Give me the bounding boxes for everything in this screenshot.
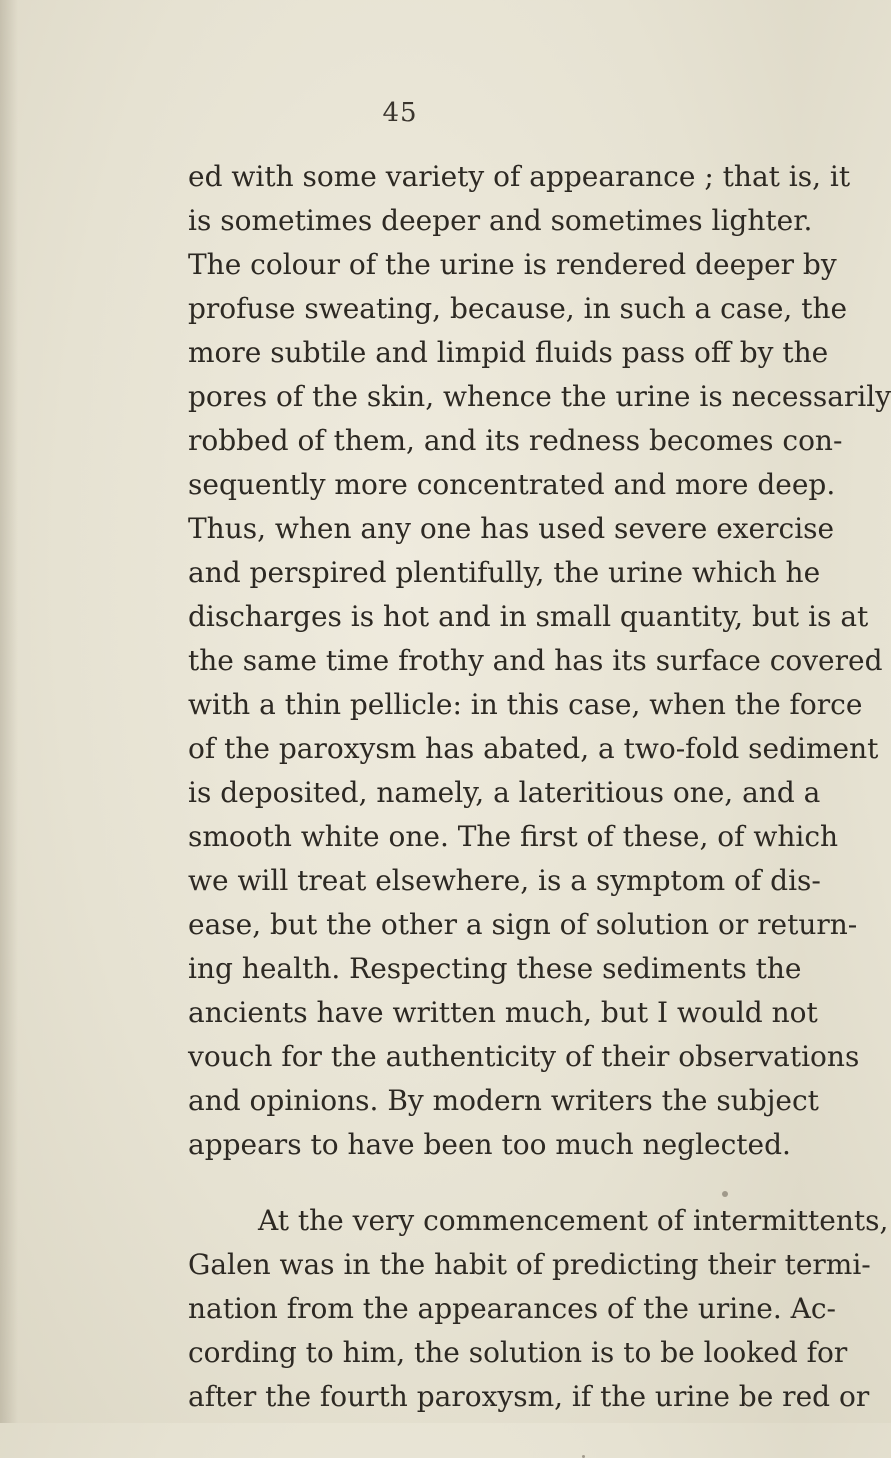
text-line: and perspired plentifully, the urine which he <box>188 556 821 589</box>
text-line: and opinions. By modern writers the subject <box>188 1084 819 1117</box>
foxing-spot <box>722 1191 728 1197</box>
text-line: profuse sweating, because, in such a case, the <box>188 292 848 325</box>
text-line: vouch for the authenticity of their observations <box>188 1040 860 1073</box>
page-number: 45 <box>382 98 418 128</box>
text-line: ing health. Respecting these sediments the <box>188 952 802 985</box>
text-line: discharges is hot and in small quantity, but is at <box>188 600 869 633</box>
text-line: Thus, when any one has used severe exercise <box>188 512 835 545</box>
text-line: is sometimes deeper and sometimes lighter. <box>188 204 813 237</box>
text-line: ease, but the other a sign of solution or return- <box>188 908 858 941</box>
text-line: Galen was in the habit of predicting their termi- <box>188 1248 871 1281</box>
text-line: sequently more concentrated and more deep. <box>188 468 836 501</box>
text-line: pores of the skin, whence the urine is necessarily <box>188 380 891 413</box>
text-line: of the paroxysm has abated, a two-fold sediment <box>188 732 879 765</box>
text-line: we will treat elsewhere, is a symptom of dis- <box>188 864 821 897</box>
text-line: ed with some variety of appearance ; that is, it <box>188 160 851 193</box>
text-line: At the very commencement of intermittents, <box>258 1204 889 1237</box>
text-line: cording to him, the solution is to be looked for <box>188 1336 848 1369</box>
text-line: is deposited, namely, a lateritious one, and a <box>188 776 821 809</box>
text-line: the same time frothy and has its surface covered <box>188 644 883 677</box>
text-line: nation from the appearances of the urine. Ac- <box>188 1292 836 1325</box>
text-line: robbed of them, and its redness becomes con- <box>188 424 843 457</box>
text-line: after the fourth paroxysm, if the urine be red or <box>188 1380 870 1413</box>
text-line: smooth white one. The first of these, of which <box>188 820 839 853</box>
text-line: more subtile and limpid fluids pass off by the <box>188 336 829 369</box>
text-line: ancients have written much, but I would not <box>188 996 818 1029</box>
text-line: with a thin pellicle: in this case, when the force <box>188 688 863 721</box>
text-line: The colour of the urine is rendered deeper by <box>188 248 837 281</box>
text-line: appears to have been too much neglected. <box>188 1128 791 1161</box>
